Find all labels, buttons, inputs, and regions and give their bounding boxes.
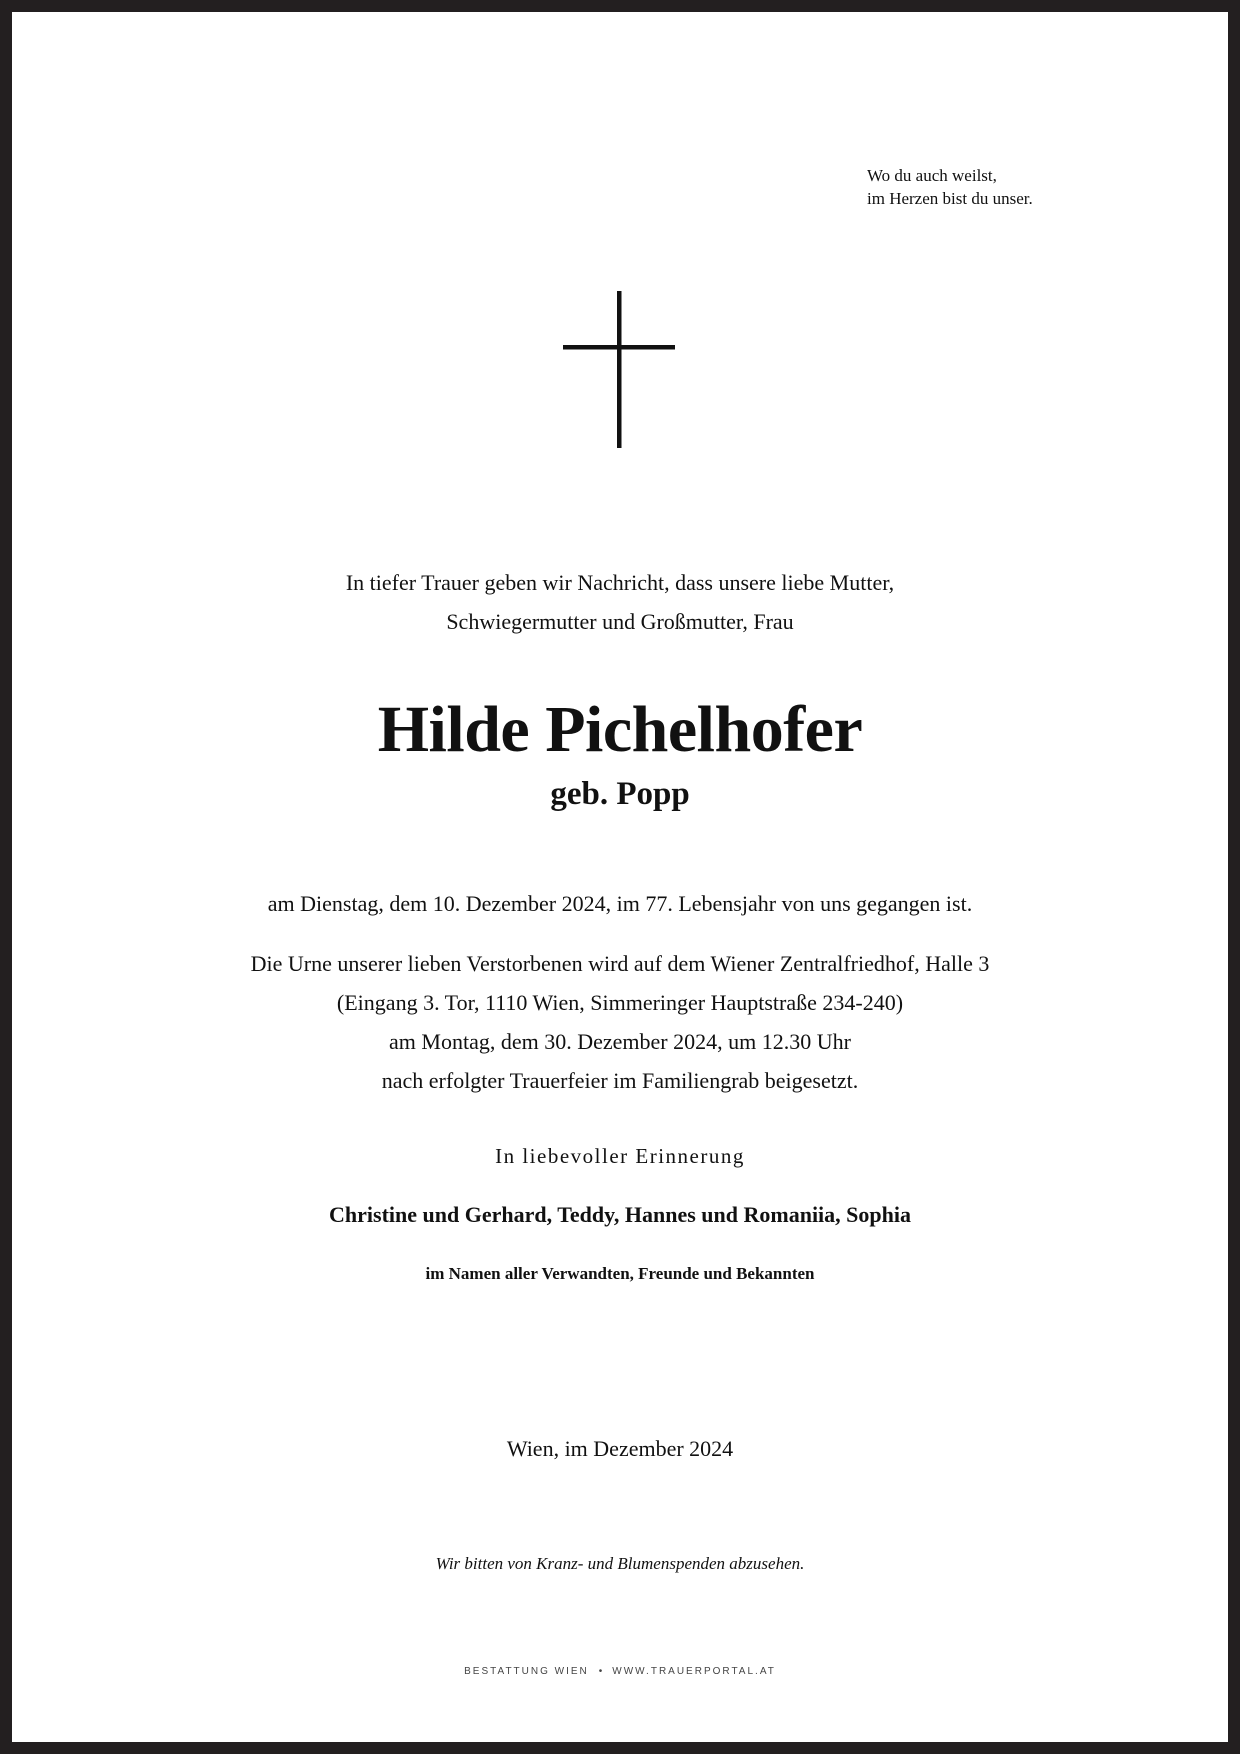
death-notice: am Dienstag, dem 10. Dezember 2024, im 77. Lebensjahr von uns gegangen ist. <box>267 891 973 916</box>
motto-line-2: im Herzen bist du unser. <box>867 189 1033 208</box>
burial-line-1: Die Urne unserer lieben Verstorbenen wird auf dem Wiener Zentralfriedhof, Halle 3 <box>250 951 990 976</box>
announcement-line-2: Schwiegermutter und Großmutter, Frau <box>446 609 794 634</box>
flower-request: Wir bitten von Kranz- und Blumenspenden abzusehen. <box>435 1554 805 1573</box>
announcement <box>12 563 1228 641</box>
burial-line-4: nach erfolgter Trauerfeier im Familiengrab beigesetzt. <box>381 1068 859 1093</box>
on-behalf-line: im Namen aller Verwandten, Freunde und Bekannten <box>425 1264 815 1283</box>
burial-details <box>12 944 1228 1100</box>
cross-icon <box>563 291 675 448</box>
deceased-name: Hilde Pichelhofer <box>377 693 863 766</box>
motto <box>867 164 1033 210</box>
footer-separator: • <box>598 1666 603 1677</box>
place-date: Wien, im Dezember 2024 <box>506 1436 734 1461</box>
footer <box>12 1665 1228 1679</box>
burial-line-3: am Montag, dem 30. Dezember 2024, um 12.30 Uhr <box>389 1029 851 1054</box>
motto-line-1: Wo du auch weilst, <box>867 166 997 185</box>
mourners-list: Christine und Gerhard, Teddy, Hannes und Romaniia, Sophia <box>329 1202 911 1227</box>
burial-line-2: (Eingang 3. Tor, 1110 Wien, Simmeringer Hauptstraße 234-240) <box>336 990 904 1015</box>
memory-phrase: In liebevoller Erinnerung <box>495 1144 745 1168</box>
footer-company: BESTATTUNG WIEN <box>464 1666 589 1677</box>
obituary-page <box>12 12 1228 1742</box>
footer-website-link[interactable]: WWW.TRAUERPORTAL.AT <box>612 1666 776 1677</box>
announcement-line-1: In tiefer Trauer geben wir Nachricht, dass unsere liebe Mutter, <box>345 570 895 595</box>
maiden-name: geb. Popp <box>550 776 690 812</box>
